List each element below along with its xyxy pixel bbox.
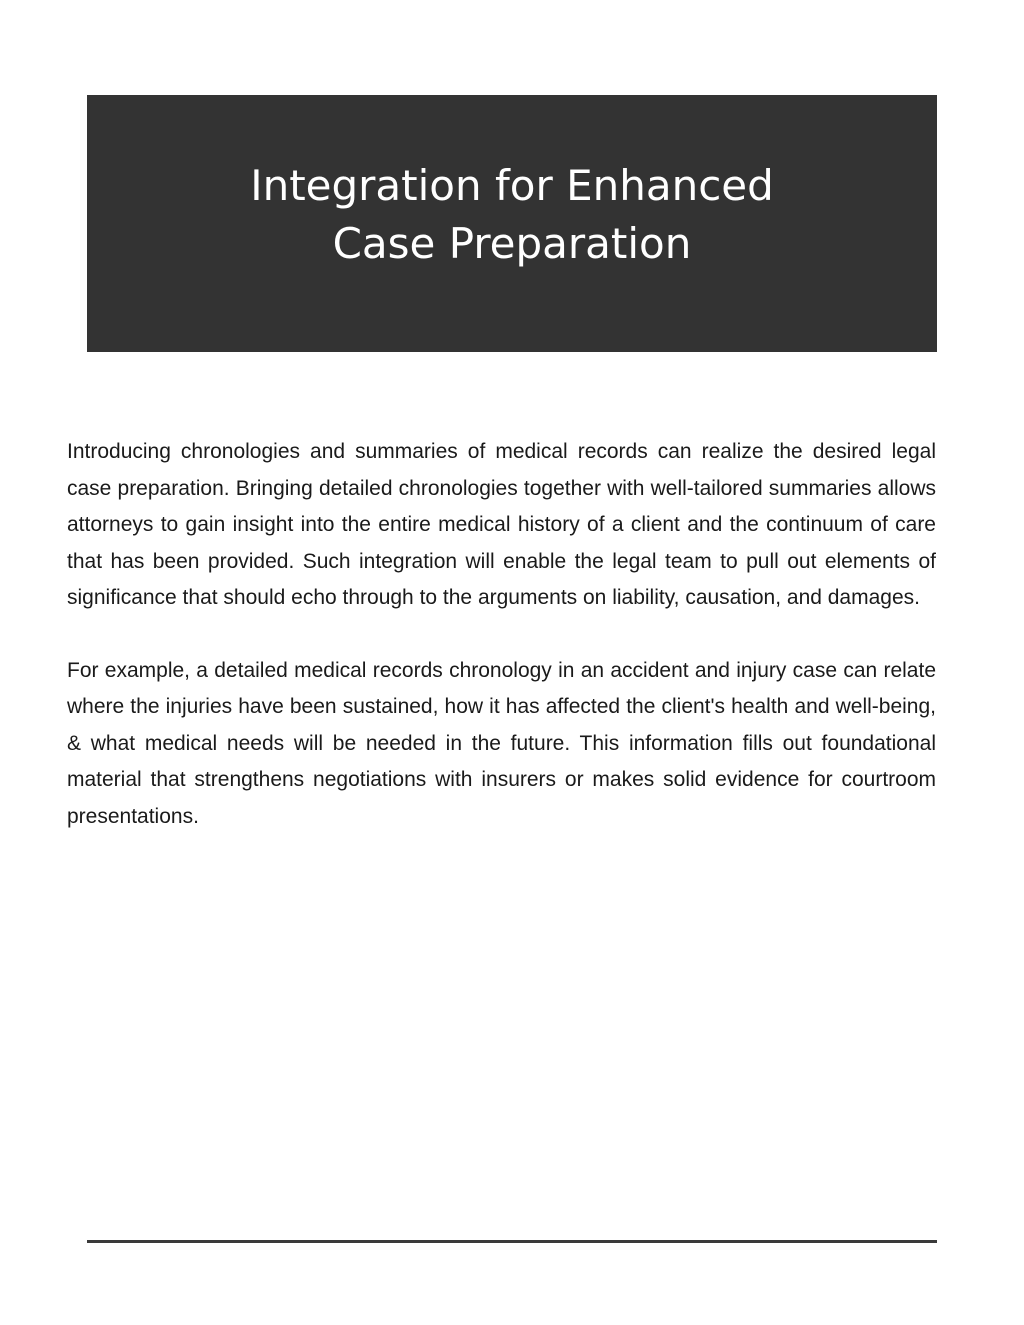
paragraph-example: For example, a detailed medical records chronology in an accident and injury case can relate where the injuries have been sustained, how it has affected the client's health and well-being, & what medical needs will be needed in the future. This information fills out foundational material that strengthens negotiations with insurers or makes solid evidence for courtroom presentations. — [67, 658, 936, 828]
footer-divider — [87, 1240, 937, 1243]
body-text — [67, 434, 936, 871]
page-title: Integration for Enhanced Case Preparation — [250, 161, 774, 268]
title-banner — [87, 95, 937, 352]
paragraph-intro: Introducing chronologies and summaries of medical records can realize the desired legal case preparation. Bringing detailed chronologies together with well-tailored summaries allows attorneys to gain insight into the entire medical history of a client and the continuum of care that has been provided. Such integration will enable the legal team to pull out elements of significance that should echo through to the arguments on liability, causation, and damages. — [67, 440, 936, 609]
